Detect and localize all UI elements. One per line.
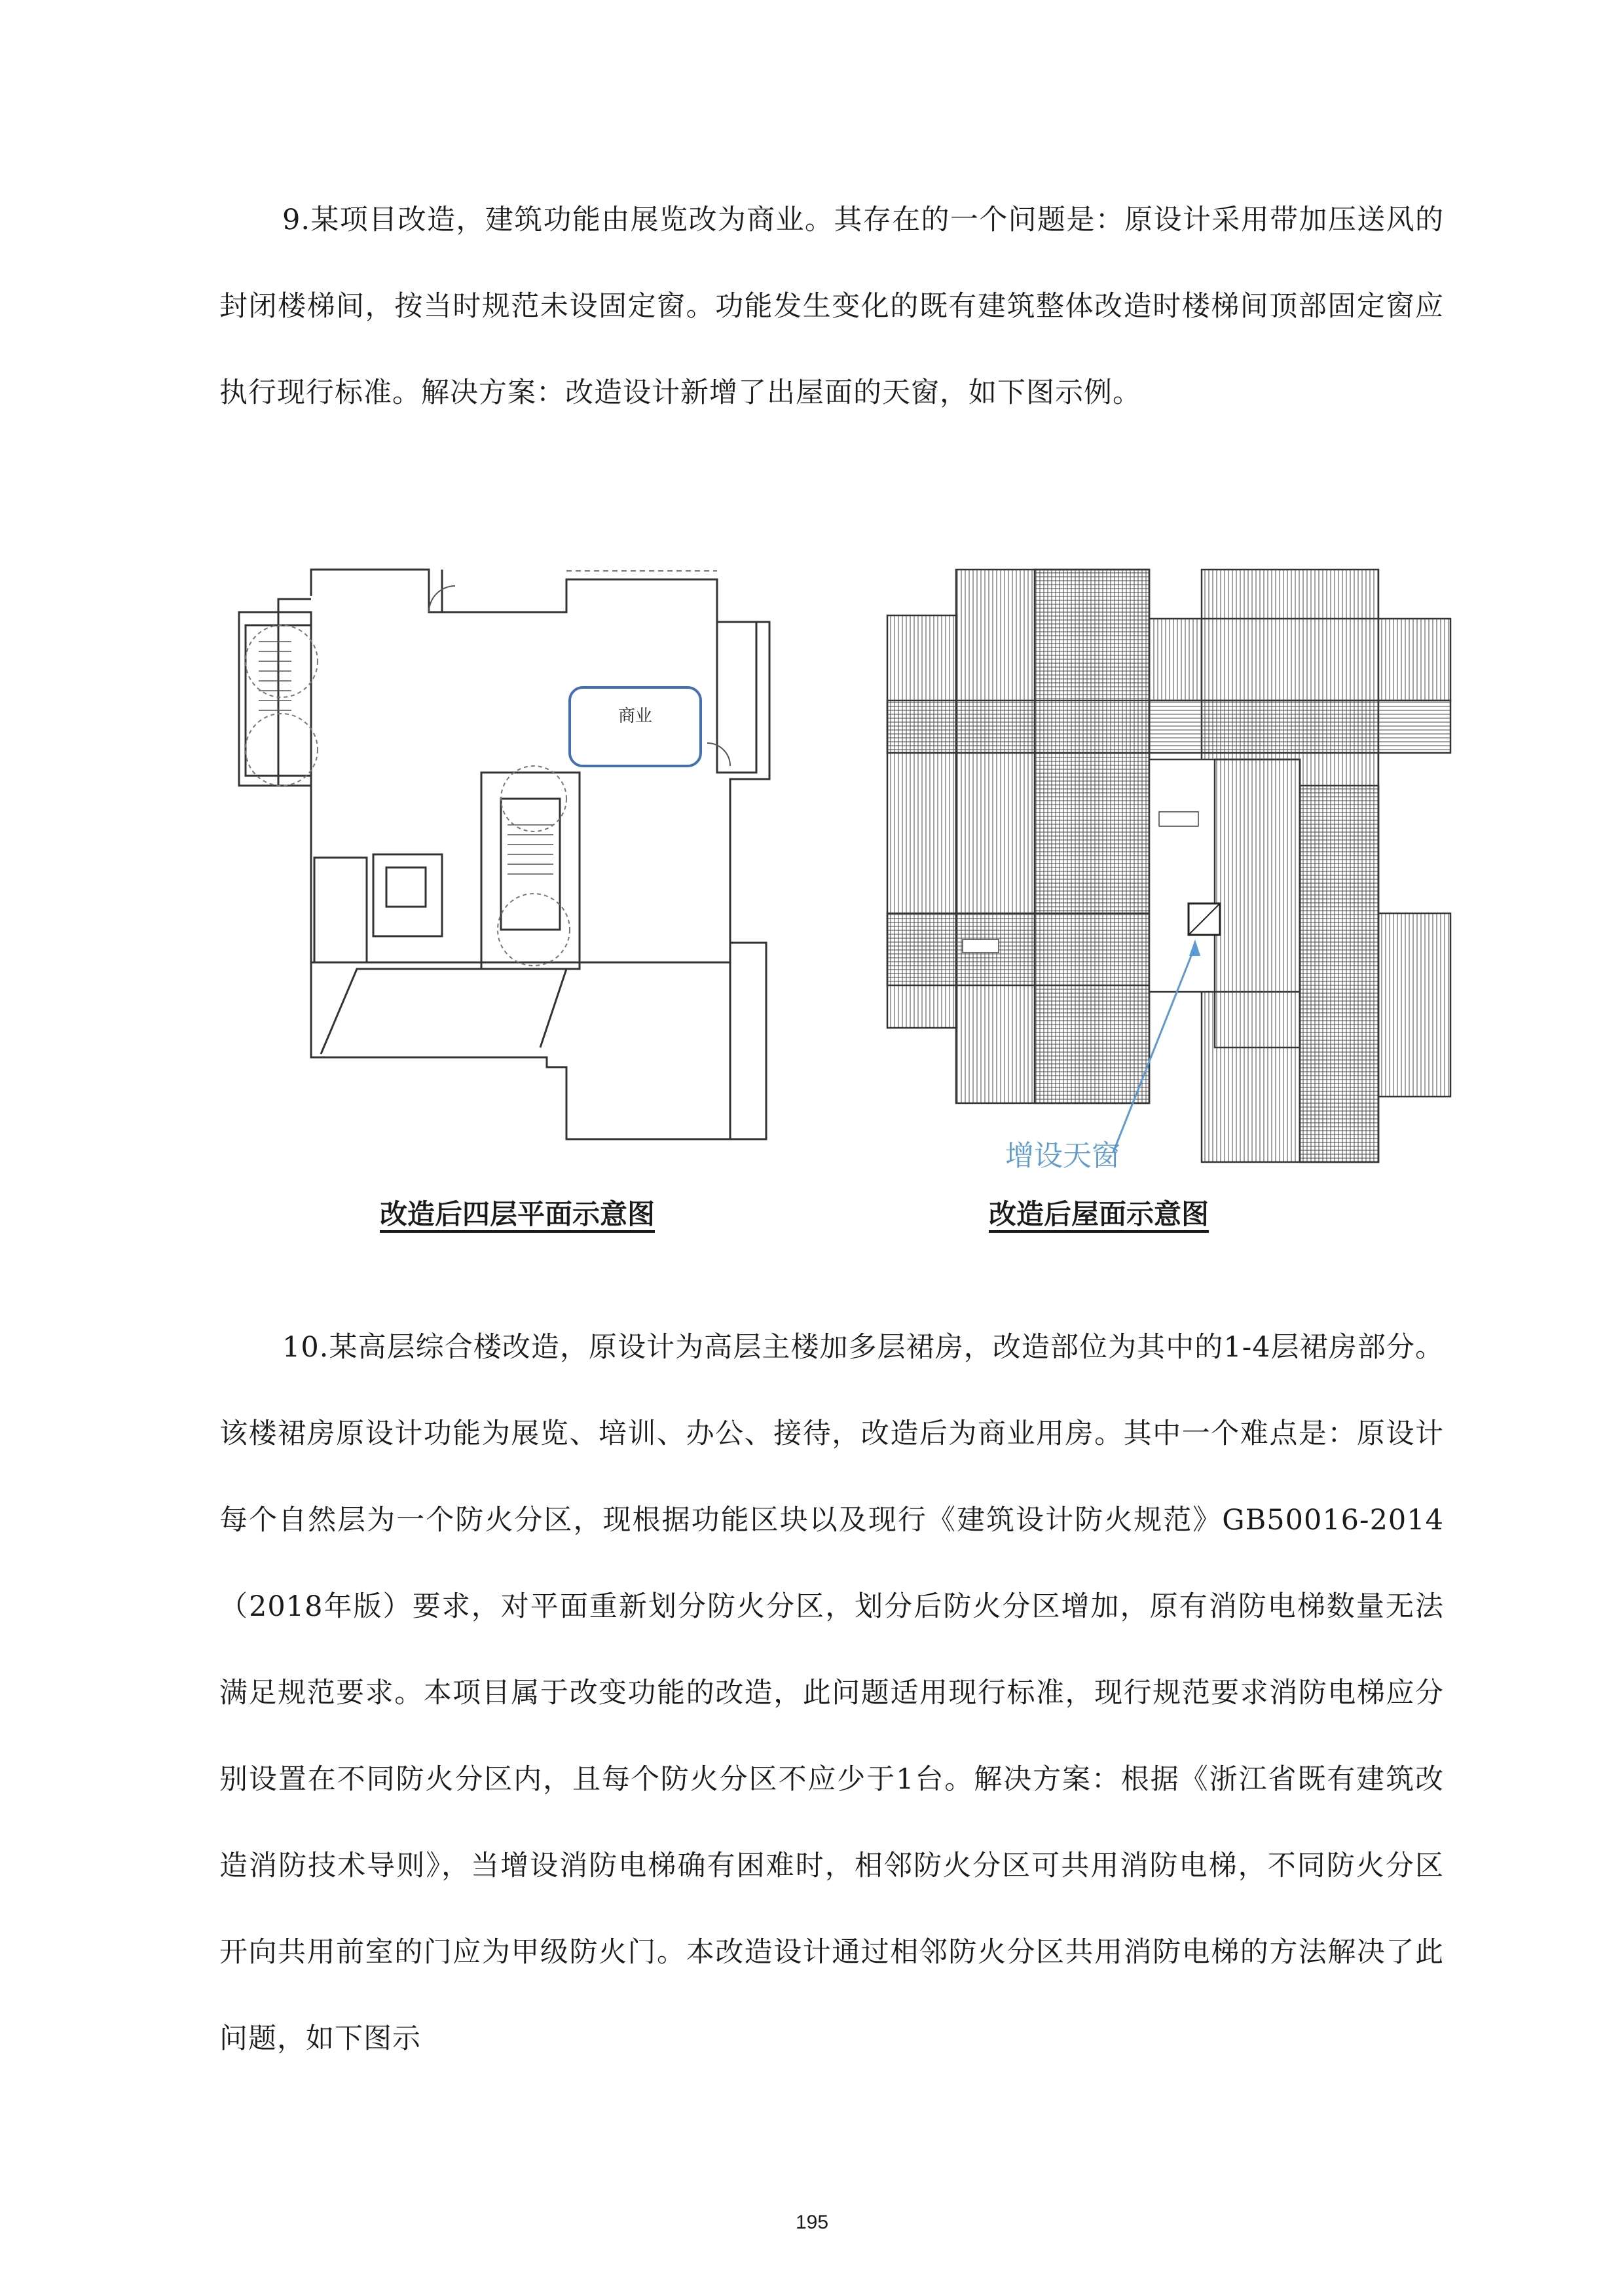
page-number: 195 bbox=[795, 2212, 829, 2233]
paragraph-10: 10.某高层综合楼改造，原设计为高层主楼加多层裙房，改造部位为其中的1-4层裙房部分。该楼裙房原设计功能为展览、培训、办公、接待，改造后为商业用房。其中一个难点是：原设计每个自然层为一个防火分区，现根据功能区块以及现行《建筑设计防火规范》GB50016-2014（2018年版）要求，对平面重新划分防火分区，划分后防火分区增加，原有消防电梯数量无法满足规范要求。本项目属于改变功能的改造，此问题适用现行标准，现行规范要求消防电梯应分别设置在不同防火分区内，且每个防火分区不应少于1台。解决方案：根据《浙江省既有建筑改造消防技术导则》，当增设消防电梯确有困难时，相邻防火分区可共用消防电梯，不同防火分区开向共用前室的门应为甲级防火门。本改造设计通过相邻防火分区共用消防电梯的方法解决了此问题，如下图示 bbox=[219, 1331, 1444, 2055]
room-label-commercial: 商业 bbox=[618, 706, 653, 726]
paragraph-9: 9.某项目改造，建筑功能由展览改为商业。其存在的一个问题是：原设计采用带加压送风的封闭楼梯间，按当时规范未设固定窗。功能发生变化的既有建筑整体改造时楼梯间顶部固定窗应执行现行标准。解决方案：改造设计新增了出屋面的天窗，如下图示例。 bbox=[219, 204, 1444, 409]
roof-plan-figure bbox=[881, 563, 1457, 1178]
floor-plan-caption: 改造后四层平面示意图 bbox=[380, 1198, 655, 1230]
roof-plan-caption: 改造后屋面示意图 bbox=[989, 1198, 1209, 1230]
skylight-callout-label: 增设天窗 bbox=[1005, 1139, 1120, 1173]
floor-plan-figure bbox=[232, 563, 802, 1159]
